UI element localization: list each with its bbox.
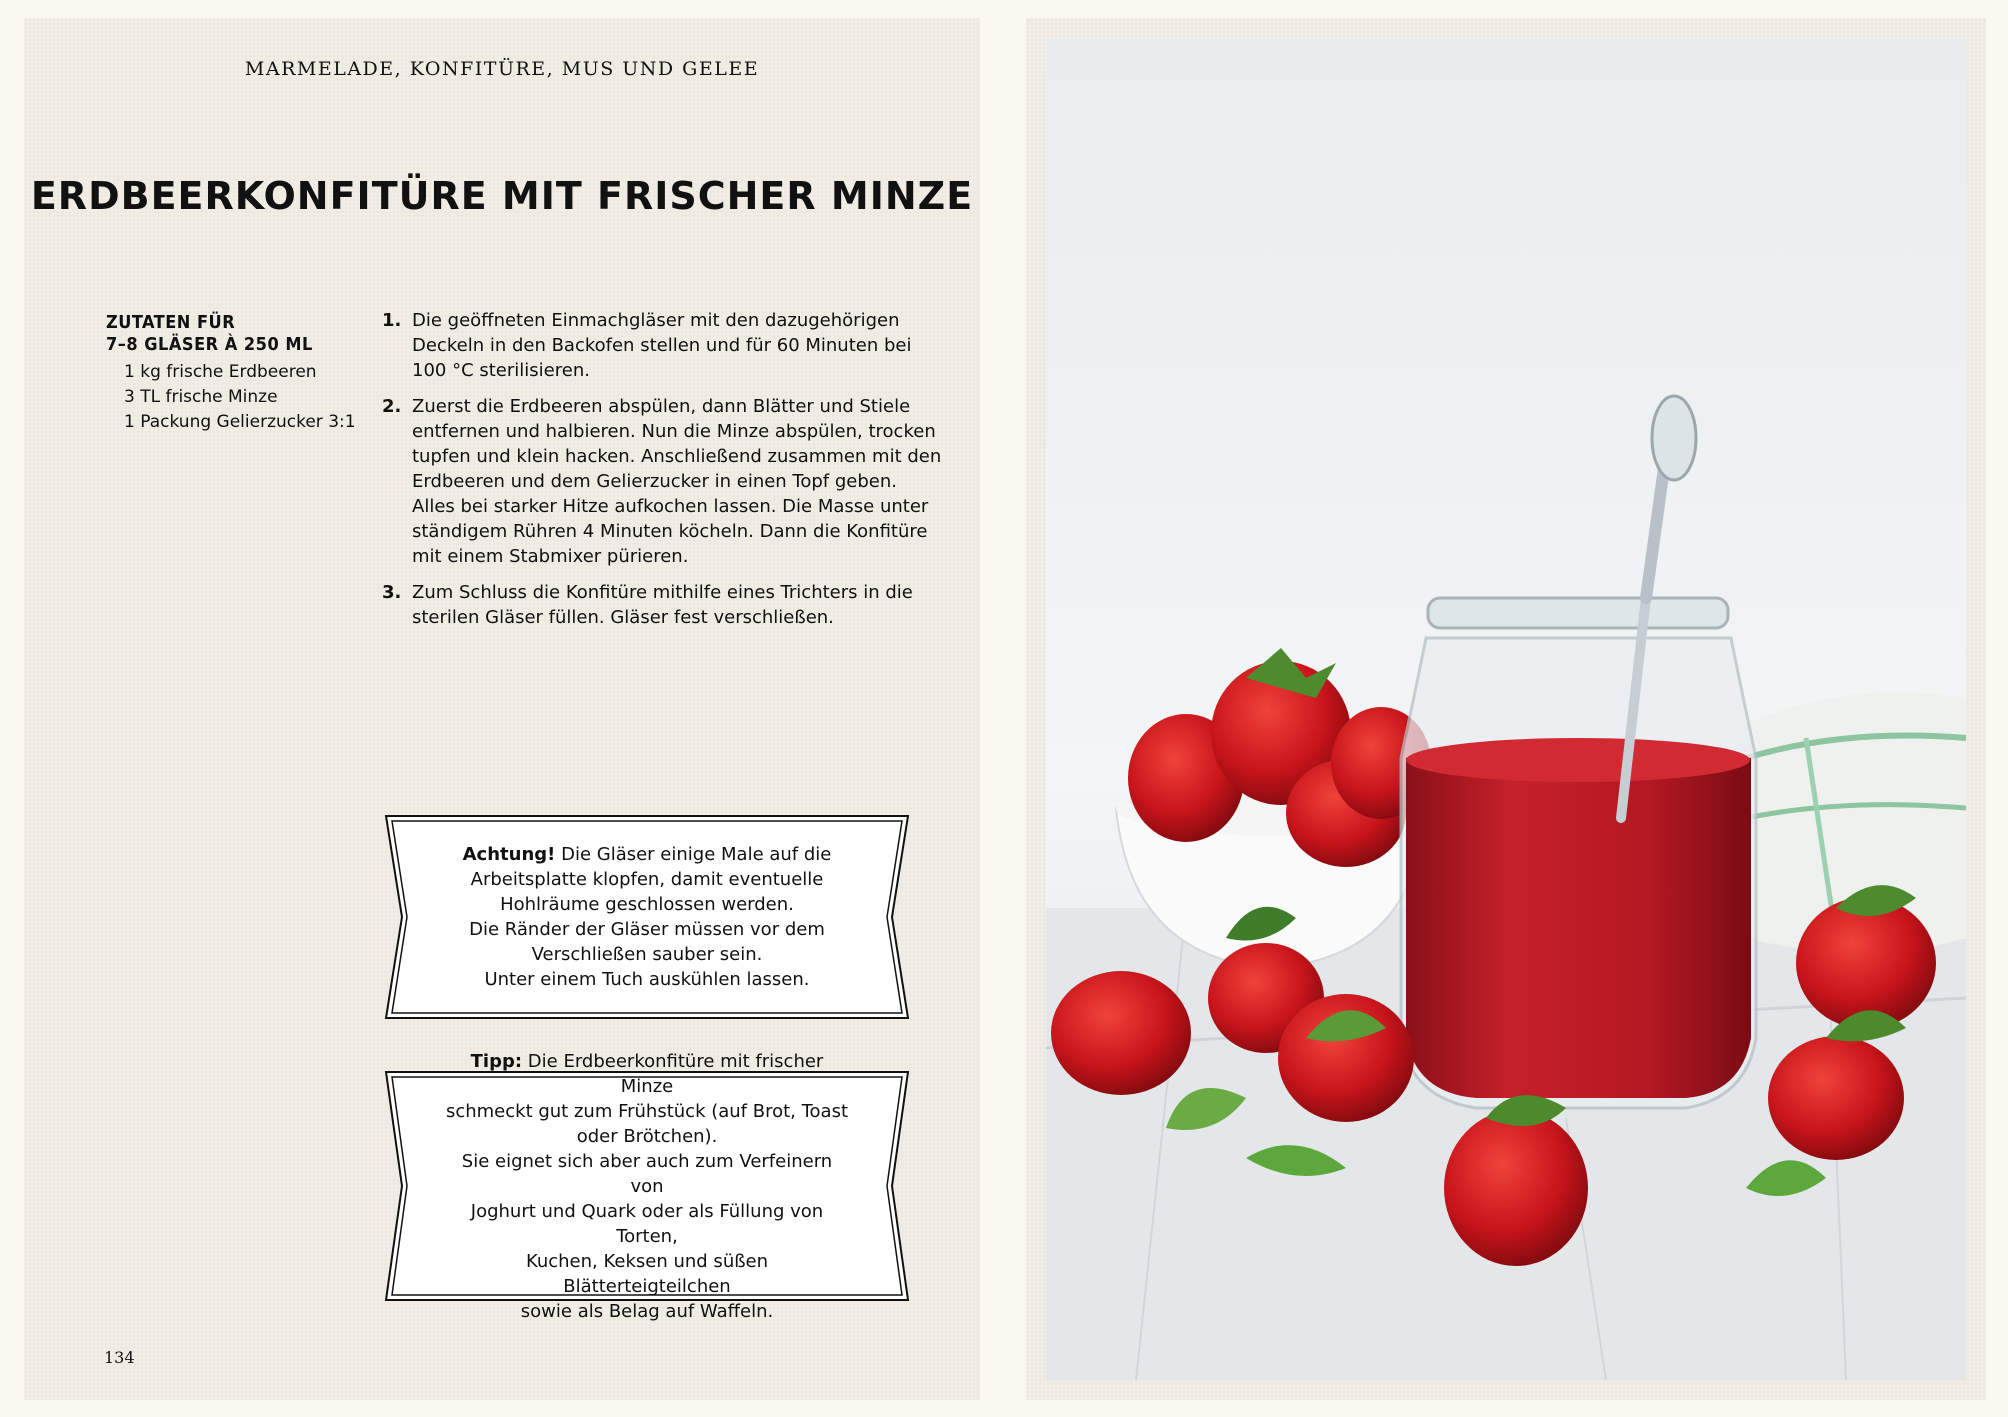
page-number: 134 bbox=[104, 1348, 135, 1367]
ingredient-item: 1 kg frische Erdbeeren bbox=[124, 362, 317, 382]
ingredients-heading-line2: 7–8 GLÄSER À 250 ML bbox=[106, 334, 313, 355]
ingredients-heading bbox=[106, 312, 313, 356]
warning-label: Achtung! bbox=[462, 844, 556, 865]
strawberry-jam-photo bbox=[1046, 38, 1966, 1380]
tip-line: Die Erdbeerkonfitüre mit frischer Minze bbox=[522, 1050, 824, 1097]
tip-text bbox=[444, 1050, 850, 1322]
step-text: Zuerst die Erdbeeren abspülen, dann Blätter und Stiele entfernen und halbieren. Nun die Minze abspülen, trocken tupfen und klein hacken. Anschließend zusammen mit den Erdbeeren und dem Gelierzucker in einen Topf geben. Alles bei starker Hitze aufkochen lassen. Die Masse unter ständigem Rühren 4 Minuten köcheln. Dann die Konfitüre mit einem Stabmixer pürieren. bbox=[412, 396, 942, 567]
note-line: Verschließen sauber sein. bbox=[531, 944, 763, 965]
ingredients-list bbox=[124, 360, 356, 435]
recipe-title: ERDBEERKONFITÜRE MIT FRISCHER MINZE bbox=[30, 174, 974, 218]
ingredient-item: 3 TL frische Minze bbox=[124, 387, 278, 407]
tip-box bbox=[384, 1050, 910, 1322]
chapter-header: MARMELADE, KONFITÜRE, MUS UND GELEE bbox=[244, 58, 760, 80]
step-text: Zum Schluss die Konfitüre mithilfe eines Trichters in die sterilen Gläser füllen. Gläser fest verschließen. bbox=[412, 582, 913, 628]
tip-line: sowie als Belag auf Waffeln. bbox=[520, 1300, 774, 1322]
note-line: Unter einem Tuch auskühlen lassen. bbox=[484, 969, 810, 990]
instruction-step bbox=[382, 580, 942, 630]
ingredients-heading-line1: ZUTATEN FÜR bbox=[106, 312, 236, 333]
step-number: 3. bbox=[382, 582, 402, 603]
note-line: Arbeitsplatte klopfen, damit eventuelle bbox=[470, 869, 824, 890]
note-line: Hohlräume geschlossen werden. bbox=[500, 894, 794, 915]
instruction-step bbox=[382, 308, 942, 383]
tip-line: schmeckt gut zum Frühstück (auf Brot, Toast bbox=[445, 1100, 849, 1122]
warning-box bbox=[384, 814, 910, 1020]
step-number: 1. bbox=[382, 310, 402, 331]
instruction-step bbox=[382, 394, 942, 569]
tip-label: Tipp: bbox=[470, 1050, 523, 1072]
warning-text bbox=[444, 814, 850, 1020]
ingredient-item: 1 Packung Gelierzucker 3:1 bbox=[124, 412, 356, 432]
tip-line: oder Brötchen). bbox=[576, 1125, 718, 1147]
jam-jar-illustration bbox=[1046, 38, 1966, 1380]
tip-line: Kuchen, Keksen und süßen Blätterteigteilchen bbox=[525, 1250, 769, 1297]
step-text: Die geöffneten Einmachgläser mit den dazugehörigen Deckeln in den Backofen stellen und für 60 Minuten bei 100 °C sterilisieren. bbox=[412, 310, 912, 381]
left-page bbox=[24, 18, 980, 1400]
note-line: Die Gläser einige Male auf die bbox=[555, 844, 832, 865]
note-line: Die Ränder der Gläser müssen vor dem bbox=[469, 919, 825, 940]
tip-line: Sie eignet sich aber auch zum Verfeinern von bbox=[461, 1150, 833, 1197]
tip-line: Joghurt und Quark oder als Füllung von Torten, bbox=[470, 1200, 824, 1247]
step-number: 2. bbox=[382, 396, 402, 417]
instructions bbox=[382, 308, 942, 641]
